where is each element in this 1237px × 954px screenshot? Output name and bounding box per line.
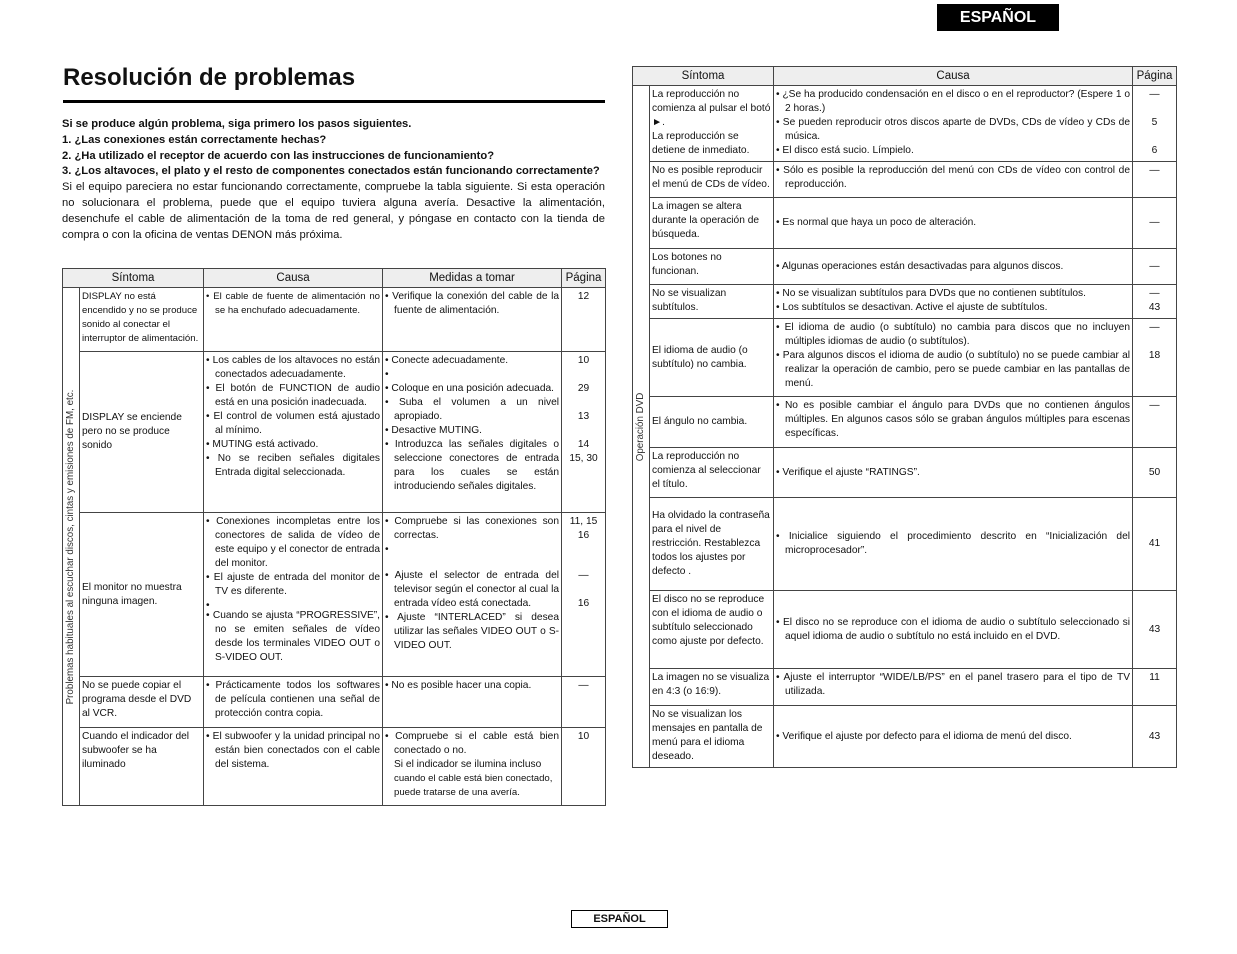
page-cell <box>1133 86 1177 162</box>
page-cell <box>562 352 606 513</box>
troubleshooting-table-general <box>62 268 606 806</box>
page-ref: — <box>1149 165 1160 176</box>
group-label: Operación DVD <box>635 392 646 461</box>
cause-cell <box>774 162 1133 198</box>
column-header: Página <box>562 269 606 288</box>
page-ref: 10 <box>577 355 590 366</box>
cause-cell <box>204 288 383 352</box>
page-ref: 11 <box>1149 672 1160 683</box>
cause-item: • ¿Se ha producido condensación en el disco o en el reproductor? (Espere 1 o 2 horas.) <box>776 88 1130 116</box>
symptom-cell: No se visualizan subtítulos. <box>650 285 774 319</box>
cause-item: • Prácticamente todos los softwares de película contienen una señal de protección contra copia. <box>206 679 380 721</box>
column-header: Página <box>1133 67 1177 86</box>
symptom-cell: Cuando el indicador del subwoofer se ha iluminado <box>80 728 204 806</box>
cause-item: • MUTING está activado. <box>206 438 380 452</box>
cause-cell <box>774 591 1133 669</box>
table-row <box>633 591 1177 669</box>
page-cell <box>1133 706 1177 768</box>
page-cell <box>1133 397 1177 448</box>
page-cell <box>562 728 606 806</box>
cause-cell <box>204 677 383 728</box>
cause-item: • El control de volumen está ajustado al mínimo. <box>206 410 380 438</box>
measure-cell <box>383 352 562 513</box>
table-row <box>633 162 1177 198</box>
troubleshooting-table-dvd <box>632 66 1177 768</box>
cause-item: • Se pueden reproducir otros discos aparte de DVDs, CDs de vídeo y CDs de música. <box>776 116 1130 144</box>
cause-cell <box>204 352 383 513</box>
cause-cell <box>774 285 1133 319</box>
table-row <box>63 677 606 728</box>
intro-lead: Si se produce algún problema, siga primero los pasos siguientes. <box>62 118 412 130</box>
cause-item: • El subwoofer y la unidad principal no están bien conectados con el cable del sistema. <box>206 730 380 772</box>
cause-cell <box>204 513 383 677</box>
symptom-cell: DISPLAY se enciende pero no se produce sonido <box>80 352 204 513</box>
cause-cell <box>774 198 1133 249</box>
cause-cell <box>774 498 1133 591</box>
symptom-cell: El ángulo no cambia. <box>650 397 774 448</box>
page-ref: 6 <box>1151 145 1158 156</box>
measure-cell <box>383 728 562 806</box>
table-row <box>633 397 1177 448</box>
symptom-cell <box>650 86 774 162</box>
table-header-row <box>63 269 606 288</box>
page-ref: 15, 30 <box>569 453 598 464</box>
table-row <box>63 513 606 677</box>
symptom-cell: No se visualizan los mensajes en pantalla de menú para el idioma deseado. <box>650 706 774 768</box>
cause-item: • El ajuste de entrada del monitor de TV es diferente. <box>206 571 380 599</box>
title-rule <box>63 100 605 103</box>
cause-item: • No es posible cambiar el ángulo para DVDs que no contienen ángulos múltiples. En algunos casos sólo se graban ángulos múltiples para escenas específicas. <box>776 399 1130 441</box>
spacer <box>385 543 559 569</box>
page-ref: 43 <box>1148 623 1161 635</box>
measure-item: • Desactive MUTING. <box>385 424 559 438</box>
symptom-cell: La reproducción no comienza al seleccionar el título. <box>650 448 774 498</box>
intro-step: 1. ¿Las conexiones están correctamente hechas? <box>62 133 327 146</box>
spacer <box>206 599 380 609</box>
table-row <box>63 352 606 513</box>
cause-item: • Para algunos discos el idioma de audio (o subtítulo) no se puede cambiar al realizar la operación de cambio, pero se puede cambiar en las pantallas de menú. <box>776 349 1130 391</box>
measure-item: • Verifique la conexión del cable de la fuente de alimentación. <box>385 290 559 318</box>
measure-item: • Coloque en una posición adecuada. <box>385 382 559 396</box>
page-ref: 14 <box>577 439 590 450</box>
cause-item: • Los cables de los altavoces no están conectados adecuadamente. <box>206 354 380 382</box>
page-ref: — <box>1149 288 1160 299</box>
symptom-cell: La imagen se altera durante la operación de búsqueda. <box>650 198 774 249</box>
page-ref: 50 <box>1148 466 1161 478</box>
measure-cell <box>383 513 562 677</box>
page-ref: 12 <box>577 291 590 302</box>
table-row <box>63 728 606 806</box>
cause-item: • Ajuste el interruptor “WIDE/LB/PS” en el panel trasero para el tipo de TV utilizada. <box>776 671 1130 699</box>
cause-item: • Sólo es posible la reproducción del menú con CDs de vídeo con control de reproducción. <box>776 164 1130 192</box>
page-cell <box>562 513 606 677</box>
cause-item: • El botón de FUNCTION de audio está en una posición inadecuada. <box>206 382 380 410</box>
column-header: Síntoma <box>63 269 204 288</box>
cause-item: • Cuando se ajusta “PROGRESSIVE”, no se emiten señales de vídeo desde los terminales VIDEO OUT o S-VIDEO OUT. <box>206 609 380 665</box>
cause-item: • No se reciben señales digitales Entrada digital seleccionada. <box>206 452 380 480</box>
symptom-cell: Ha olvidado la contraseña para el nivel de restricción. Restablezca todos los ajustes por defecto . <box>650 498 774 591</box>
symptom-cell: DISPLAY no está encendido y no se produce sonido al conectar el interruptor de alimentación. <box>80 288 204 352</box>
page-cell <box>1133 198 1177 249</box>
measure-item: • Compruebe si las conexiones son correctas. <box>385 515 559 543</box>
table-row <box>633 86 1177 162</box>
page-title: Resolución de problemas <box>63 64 356 91</box>
symptom-cell: Los botones no funcionan. <box>650 249 774 285</box>
cause-item: • Los subtítulos se desactivan. Active el ajuste de subtítulos. <box>776 301 1130 315</box>
intro-step: 3. ¿Los altavoces, el plato y el resto de componentes conectados están funcionando correctamente? <box>62 165 600 178</box>
page-cell <box>1133 162 1177 198</box>
page-cell <box>1133 319 1177 397</box>
cause-item: • No se visualizan subtítulos para DVDs que no contienen subtítulos. <box>776 287 1130 301</box>
page-ref: — <box>1149 400 1160 411</box>
measure-item: • Suba el volumen a un nivel apropiado. <box>385 396 559 424</box>
cause-cell <box>774 669 1133 706</box>
page-ref: 10 <box>577 731 590 742</box>
cause-cell <box>774 706 1133 768</box>
column-header: Síntoma <box>633 67 774 86</box>
page-cell <box>1133 669 1177 706</box>
page-cell <box>562 677 606 728</box>
page-ref: 18 <box>1148 350 1161 361</box>
symptom-cell: La imagen no se visualiza en 4:3 (o 16:9). <box>650 669 774 706</box>
table-row <box>633 249 1177 285</box>
page-cell <box>1133 448 1177 498</box>
cause-cell <box>774 397 1133 448</box>
page-ref: — <box>578 570 589 581</box>
page-ref: — <box>1149 322 1160 333</box>
page-cell <box>1133 498 1177 591</box>
group-label-cell <box>63 288 80 806</box>
cause-item: • El disco está sucio. Límpielo. <box>776 144 1130 158</box>
table-row <box>63 288 606 352</box>
intro-step: 2. ¿Ha utilizado el receptor de acuerdo con las instrucciones de funcionamiento? <box>62 149 495 162</box>
column-header: Causa <box>204 269 383 288</box>
page-cell <box>562 288 606 352</box>
group-label: Problemas habituales al escuchar discos, cintas y emisiones de FM, etc. <box>65 389 76 704</box>
table-header-row <box>633 67 1177 86</box>
cause-cell <box>774 249 1133 285</box>
cause-item: • Es normal que haya un poco de alteración. <box>776 216 1130 230</box>
symptom-text: La reproducción no comienza al pulsar el botó ►. <box>652 89 771 128</box>
page-ref: 13 <box>577 411 590 422</box>
table-row <box>633 498 1177 591</box>
measure-item: • Introduzca las señales digitales o seleccione conectores de entrada para los cuales se están introduciendo señales digitales. <box>385 438 559 494</box>
measure-cell <box>383 677 562 728</box>
measure-note: Si el indicador se ilumina incluso <box>394 759 542 770</box>
cause-cell <box>774 86 1133 162</box>
page-ref: 11, 15 <box>569 516 598 527</box>
intro-section <box>62 117 605 243</box>
symptom-cell: El disco no se reproduce con el idioma de audio o subtítulo seleccionado como ajuste por defecto. <box>650 591 774 669</box>
intro-paragraph: Si el equipo pareciera no estar funcionando correctamente, compruebe la tabla siguiente. Si esta operación no solucionara el problema, puede que el equipo tuviera alguna avería. Desactive la alimentación, desenchufe el cable de alimentación de la toma de red general, y póngase en contacto con la tienda de compra o con la oficina de ventas DENON más próxima. <box>62 181 605 241</box>
cause-item: • Verifique el ajuste “RATINGS”. <box>776 466 1130 480</box>
page-cell <box>1133 285 1177 319</box>
page-ref: 16 <box>577 530 590 541</box>
symptom-text: La reproducción se detiene de inmediato. <box>652 131 750 156</box>
page-ref: 41 <box>1148 538 1161 549</box>
symptom-cell: No se puede copiar el programa desde el DVD al VCR. <box>80 677 204 728</box>
page-ref: 43 <box>1148 730 1161 742</box>
measure-item: • Conecte adecuadamente. <box>385 354 559 368</box>
column-header: Causa <box>774 67 1133 86</box>
page-ref: 29 <box>577 383 590 394</box>
page-ref: — <box>1149 89 1160 100</box>
group-label-cell <box>633 86 650 768</box>
measure-cell <box>383 288 562 352</box>
page-ref: 43 <box>1148 302 1161 313</box>
page-ref: — <box>578 680 589 691</box>
language-tab: ESPAÑOL <box>937 4 1059 31</box>
cause-item: • Algunas operaciones están desactivadas para algunos discos. <box>776 260 1130 274</box>
table-row <box>633 319 1177 397</box>
symptom-cell: El monitor no muestra ninguna imagen. <box>80 513 204 677</box>
page-ref: — <box>1149 260 1160 272</box>
measure-item: • No es posible hacer una copia. <box>385 679 559 693</box>
table-row <box>633 198 1177 249</box>
page-cell <box>1133 591 1177 669</box>
page-cell <box>1133 249 1177 285</box>
cause-item: • Verifique el ajuste por defecto para el idioma de menú del disco. <box>776 730 1130 744</box>
cause-item: • Conexiones incompletas entre los conectores de salida de vídeo de este equipo y el conector de entrada del monitor. <box>206 515 380 571</box>
measure-item: • Compruebe si el cable está bien conectado o no. <box>385 730 559 758</box>
page-ref: — <box>1149 217 1160 228</box>
table-row <box>633 706 1177 768</box>
symptom-cell: No es posible reproducir el menú de CDs de vídeo. <box>650 162 774 198</box>
spacer <box>385 368 559 382</box>
cause-item: • Inicialice siguiendo el procedimiento descrito en “Inicialización del microprocesador”. <box>776 530 1130 558</box>
cause-item: • El cable de fuente de alimentación no se ha enchufado adecuadamente. <box>206 290 380 318</box>
cause-item: • El disco no se reproduce con el idioma de audio o subtítulo seleccionado si aquel idioma de audio o subtítulo no está incluido en el DVD. <box>776 616 1130 644</box>
symptom-cell: El idioma de audio (o subtítulo) no cambia. <box>650 319 774 397</box>
table-row <box>633 669 1177 706</box>
measure-item: • Ajuste “INTERLACED” si desea utilizar las señales VIDEO OUT o S-VIDEO OUT. <box>385 611 559 653</box>
cause-cell <box>774 319 1133 397</box>
table-row <box>633 448 1177 498</box>
measure-note: cuando el cable está bien conectado, puede tratarse de una avería. <box>394 773 553 798</box>
footer-language-tab: ESPAÑOL <box>571 910 668 928</box>
measure-item: • Ajuste el selector de entrada del televisor según el conector al cual la entrada vídeo está conectada. <box>385 569 559 611</box>
column-header: Medidas a tomar <box>383 269 562 288</box>
page-ref: 16 <box>577 598 590 609</box>
page-ref: 5 <box>1151 117 1158 128</box>
cause-cell <box>774 448 1133 498</box>
cause-cell <box>204 728 383 806</box>
cause-item: • El idioma de audio (o subtítulo) no cambia para discos que no incluyen múltiples idiomas de audio (o subtítulos). <box>776 321 1130 349</box>
table-row <box>633 285 1177 319</box>
